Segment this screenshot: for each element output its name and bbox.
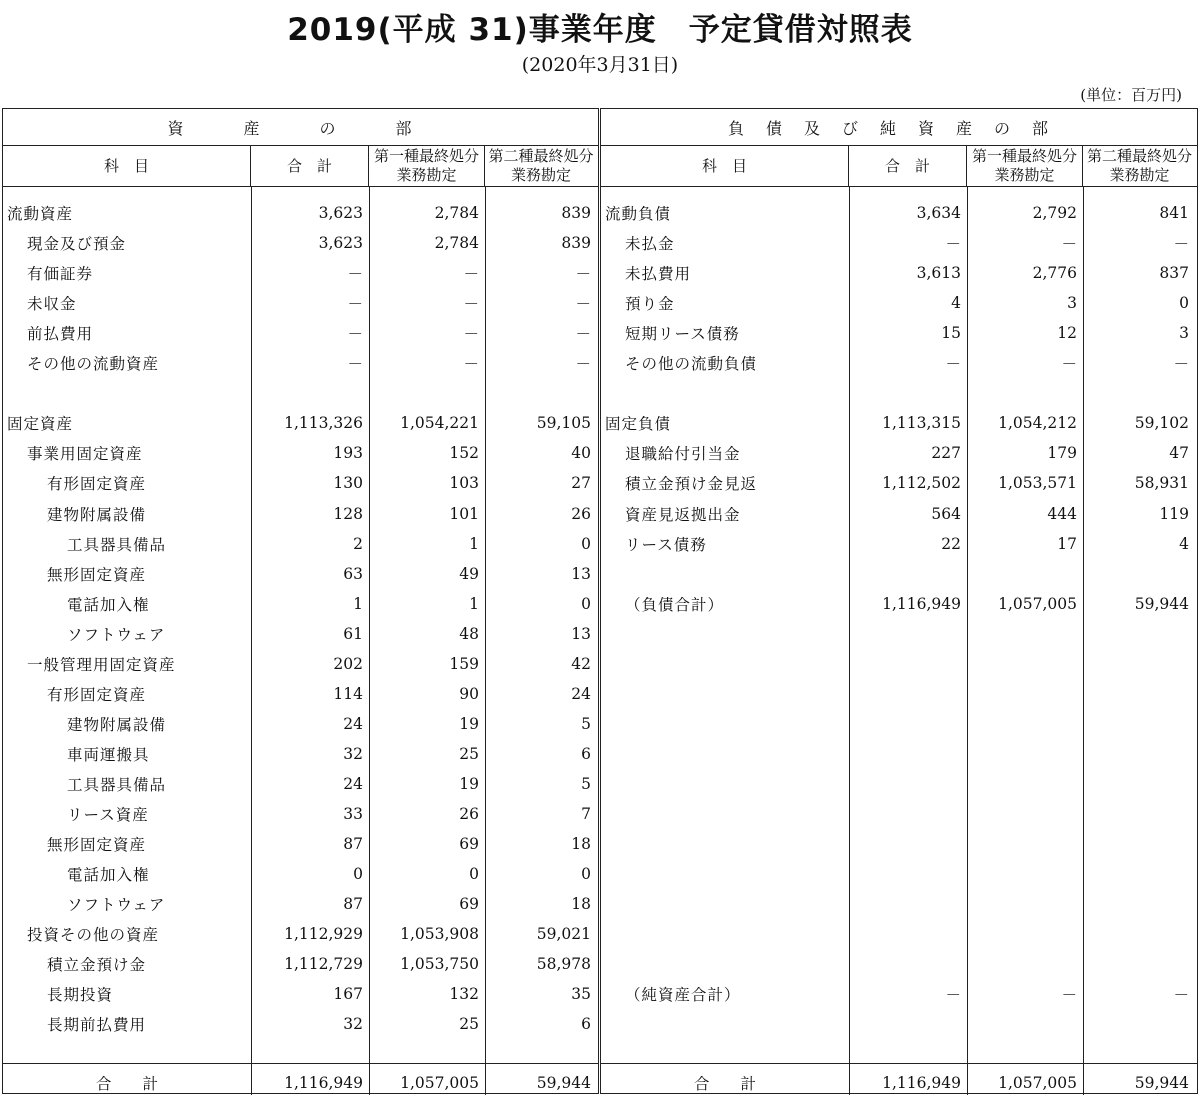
value-total: 1,113,326 bbox=[284, 414, 363, 433]
table-row bbox=[3, 408, 598, 438]
value-total: 1,112,929 bbox=[284, 925, 363, 944]
table-row bbox=[601, 649, 1197, 679]
assets-body bbox=[3, 187, 598, 1095]
table-row bbox=[601, 468, 1197, 498]
page-title: 2019(平成 31)事業年度 予定貸借対照表 bbox=[287, 12, 913, 48]
value-type1: 12 bbox=[1057, 324, 1077, 343]
header-type2: 第二種最終処分業務勘定 bbox=[1086, 147, 1192, 184]
table-row bbox=[601, 889, 1197, 919]
value-total: 61 bbox=[343, 624, 363, 643]
value-type2: 837 bbox=[1159, 264, 1189, 283]
row-label: 固定資産 bbox=[7, 415, 74, 434]
value-type1: 444 bbox=[1047, 504, 1077, 523]
table-row bbox=[601, 799, 1197, 829]
table-row bbox=[601, 348, 1197, 378]
table-row bbox=[601, 438, 1197, 468]
value-type2: 0 bbox=[1179, 294, 1189, 313]
table-row bbox=[3, 288, 598, 318]
value-type1: 1,053,908 bbox=[400, 925, 479, 944]
assets-section-label: 資 産 の 部 bbox=[3, 109, 598, 146]
header-item: 科 目 bbox=[601, 146, 849, 186]
table-row bbox=[601, 859, 1197, 889]
value-total: 130 bbox=[333, 474, 363, 493]
value-total: 128 bbox=[333, 504, 363, 523]
value-total: 3,613 bbox=[916, 264, 961, 283]
table-row bbox=[3, 979, 598, 1009]
value-type1: 69 bbox=[459, 895, 479, 914]
header-item: 科 目 bbox=[3, 146, 251, 186]
row-label: 建物附属設備 bbox=[47, 505, 147, 524]
total-type1: 1,057,005 bbox=[998, 1074, 1077, 1092]
value-total: 0 bbox=[353, 865, 363, 884]
table-row bbox=[601, 979, 1197, 1009]
value-type2: 59,105 bbox=[536, 414, 591, 433]
table-row bbox=[601, 919, 1197, 949]
value-total: 227 bbox=[931, 444, 961, 463]
table-row bbox=[601, 228, 1197, 258]
value-type2: 13 bbox=[571, 624, 591, 643]
header-type1: 第一種最終処分業務勘定 bbox=[369, 146, 485, 186]
row-label: 一般管理用固定資産 bbox=[27, 655, 176, 674]
table-row bbox=[3, 318, 598, 348]
value-total: 32 bbox=[343, 1015, 363, 1034]
row-label: 固定負債 bbox=[605, 415, 672, 434]
row-label: 短期リース債務 bbox=[625, 325, 740, 344]
row-label: 車両運搬具 bbox=[67, 745, 150, 764]
value-type1: 1 bbox=[469, 594, 479, 613]
value-type2: 18 bbox=[571, 835, 591, 854]
value-total: 1,112,729 bbox=[284, 955, 363, 974]
value-type1: 1,053,571 bbox=[998, 474, 1077, 493]
value-total: － bbox=[945, 986, 961, 1005]
row-label: 電話加入権 bbox=[67, 866, 150, 885]
row-label: 有形固定資産 bbox=[47, 685, 147, 704]
row-label: 流動負債 bbox=[605, 205, 672, 223]
value-total: 2 bbox=[353, 534, 363, 553]
table-row bbox=[3, 198, 598, 228]
value-total: 15 bbox=[941, 324, 961, 343]
value-type1: 103 bbox=[449, 474, 479, 493]
value-type2: 59,021 bbox=[536, 925, 591, 944]
value-total: － bbox=[347, 265, 363, 284]
value-type1: 179 bbox=[1047, 444, 1077, 463]
value-total: 63 bbox=[343, 564, 363, 583]
table-row bbox=[3, 799, 598, 829]
row-label: （純資産合計） bbox=[625, 986, 741, 1005]
value-type1: 2,776 bbox=[1032, 264, 1077, 283]
row-label: 無形固定資産 bbox=[47, 565, 147, 584]
table-row bbox=[3, 739, 598, 769]
value-type1: － bbox=[463, 325, 479, 344]
value-type2: － bbox=[575, 325, 591, 344]
value-type1: 90 bbox=[459, 684, 479, 703]
value-total: 22 bbox=[941, 534, 961, 553]
value-type2: 58,931 bbox=[1134, 474, 1189, 493]
value-type2: 5 bbox=[581, 714, 591, 733]
value-type1: 3 bbox=[1067, 294, 1077, 313]
value-total: 193 bbox=[333, 444, 363, 463]
value-type2: 4 bbox=[1179, 534, 1189, 553]
value-type1: － bbox=[463, 355, 479, 374]
value-type1: 132 bbox=[449, 985, 479, 1004]
table-row bbox=[3, 468, 598, 498]
value-type2: 0 bbox=[581, 865, 591, 884]
value-type2: 18 bbox=[571, 895, 591, 914]
value-type1: 49 bbox=[459, 564, 479, 583]
value-total: － bbox=[347, 355, 363, 374]
row-label: 建物附属設備 bbox=[67, 715, 167, 734]
liabilities-section-label: 負債及び純資産の部 bbox=[601, 109, 1197, 146]
table-row bbox=[601, 619, 1197, 649]
value-type1: － bbox=[1061, 986, 1077, 1005]
row-label: 有価証券 bbox=[27, 265, 94, 284]
table-row bbox=[3, 499, 598, 529]
value-type2: 59,102 bbox=[1134, 414, 1189, 433]
value-type2: 5 bbox=[581, 774, 591, 793]
value-total: 1 bbox=[353, 594, 363, 613]
value-type1: 0 bbox=[469, 865, 479, 884]
table-row bbox=[3, 228, 598, 258]
value-total: 114 bbox=[333, 684, 363, 703]
row-label: 流動資産 bbox=[7, 205, 74, 223]
table-row bbox=[3, 438, 598, 468]
value-type2: 6 bbox=[581, 1015, 591, 1034]
row-label: 無形固定資産 bbox=[47, 836, 147, 855]
value-type2: 839 bbox=[561, 234, 591, 253]
value-type2: 42 bbox=[571, 654, 591, 673]
row-label: 未収金 bbox=[27, 295, 77, 314]
table-row bbox=[3, 619, 598, 649]
row-label: 工具器具備品 bbox=[67, 775, 167, 794]
value-total: 3,634 bbox=[916, 204, 961, 222]
value-type2: 13 bbox=[571, 564, 591, 583]
table-row bbox=[601, 589, 1197, 619]
value-total: 1,112,502 bbox=[882, 474, 961, 493]
value-type2: 47 bbox=[1169, 444, 1189, 463]
row-label: 事業用固定資産 bbox=[27, 445, 143, 464]
table-row bbox=[601, 769, 1197, 799]
value-type2: 35 bbox=[571, 985, 591, 1004]
table-row bbox=[601, 258, 1197, 288]
value-type1: 25 bbox=[459, 1015, 479, 1034]
assets-table bbox=[2, 108, 599, 1094]
value-type1: 1,053,750 bbox=[400, 955, 479, 974]
row-label: （負債合計） bbox=[625, 595, 725, 614]
table-row bbox=[3, 889, 598, 919]
row-label: 積立金預け金 bbox=[47, 956, 147, 975]
row-label: 未払費用 bbox=[625, 265, 692, 284]
table-row bbox=[601, 709, 1197, 739]
value-type1: 26 bbox=[459, 805, 479, 823]
table-row bbox=[3, 679, 598, 709]
table-row bbox=[3, 348, 598, 378]
value-total: 1,116,949 bbox=[882, 594, 961, 613]
row-label: 未払金 bbox=[625, 235, 675, 254]
liabilities-body bbox=[601, 187, 1197, 1095]
value-total: 32 bbox=[343, 744, 363, 763]
value-type2: － bbox=[1173, 235, 1189, 254]
table-row bbox=[601, 949, 1197, 979]
header-type2: 第二種最終処分業務勘定 bbox=[488, 147, 594, 184]
row-label: リース資産 bbox=[67, 806, 149, 824]
table-row bbox=[3, 559, 598, 589]
table-row bbox=[3, 709, 598, 739]
value-total: － bbox=[347, 295, 363, 314]
row-label: 工具器具備品 bbox=[67, 535, 167, 554]
table-row bbox=[601, 318, 1197, 348]
total-label: 合 計 bbox=[95, 1075, 158, 1093]
value-total: － bbox=[347, 325, 363, 344]
value-type2: 839 bbox=[561, 204, 591, 222]
table-row bbox=[601, 529, 1197, 559]
value-total: 24 bbox=[343, 774, 363, 793]
table-row bbox=[601, 829, 1197, 859]
table-row bbox=[601, 499, 1197, 529]
value-type2: 119 bbox=[1159, 504, 1189, 523]
table-row bbox=[3, 949, 598, 979]
value-type1: 1,057,005 bbox=[998, 594, 1077, 613]
value-total: 202 bbox=[333, 654, 363, 673]
value-type1: 152 bbox=[449, 444, 479, 463]
table-row bbox=[3, 859, 598, 889]
table-row bbox=[3, 529, 598, 559]
value-type2: 0 bbox=[581, 594, 591, 613]
value-total: 3,623 bbox=[318, 204, 363, 222]
value-total: 167 bbox=[333, 985, 363, 1004]
value-type1: 48 bbox=[459, 624, 479, 643]
value-type2: 7 bbox=[581, 805, 591, 823]
value-type1: 159 bbox=[449, 654, 479, 673]
total-row bbox=[3, 1068, 598, 1098]
value-type1: 101 bbox=[449, 504, 479, 523]
table-row bbox=[3, 919, 598, 949]
row-label: 退職給付引当金 bbox=[625, 445, 741, 464]
value-type2: 26 bbox=[571, 504, 591, 523]
row-label: リース債務 bbox=[625, 535, 707, 554]
liabilities-table bbox=[600, 108, 1198, 1094]
value-type1: 1,054,221 bbox=[400, 414, 479, 433]
row-label: その他の流動資産 bbox=[27, 355, 160, 374]
row-label: 預り金 bbox=[625, 295, 675, 314]
value-total: 87 bbox=[343, 895, 363, 914]
table-row bbox=[3, 829, 598, 859]
row-label: 前払費用 bbox=[27, 325, 94, 344]
header-total: 合 計 bbox=[849, 146, 967, 186]
table-row bbox=[3, 649, 598, 679]
table-row bbox=[601, 559, 1197, 589]
value-type2: － bbox=[1173, 355, 1189, 374]
value-type1: 1 bbox=[469, 534, 479, 553]
table-row bbox=[601, 378, 1197, 408]
value-type1: － bbox=[463, 295, 479, 314]
row-label: ソフトウェア bbox=[67, 896, 166, 915]
header-total: 合 計 bbox=[251, 146, 369, 186]
value-total: 33 bbox=[343, 805, 363, 823]
value-type1: 2,792 bbox=[1032, 204, 1077, 222]
table-row bbox=[601, 408, 1197, 438]
value-type1: － bbox=[1061, 355, 1077, 374]
row-label: 積立金預け金見返 bbox=[625, 475, 758, 494]
table-row bbox=[3, 378, 598, 408]
row-label: 長期投資 bbox=[47, 986, 114, 1005]
value-type2: － bbox=[1173, 986, 1189, 1005]
header-type1: 第一種最終処分業務勘定 bbox=[967, 146, 1083, 186]
value-type1: 17 bbox=[1057, 534, 1077, 553]
value-total: － bbox=[945, 235, 961, 254]
value-type1: 1,054,212 bbox=[998, 414, 1077, 433]
value-type2: 27 bbox=[571, 474, 591, 493]
value-type1: 2,784 bbox=[434, 234, 479, 253]
value-type1: 2,784 bbox=[434, 204, 479, 222]
value-total: 3,623 bbox=[318, 234, 363, 253]
value-type2: 6 bbox=[581, 744, 591, 763]
value-type2: 24 bbox=[571, 684, 591, 703]
total-sum: 1,116,949 bbox=[882, 1074, 961, 1092]
row-label: 投資その他の資産 bbox=[27, 926, 160, 945]
total-type2: 59,944 bbox=[1134, 1074, 1189, 1092]
unit-label: (単位：百万円) bbox=[1080, 86, 1182, 104]
row-label: 現金及び預金 bbox=[27, 235, 127, 254]
value-type2: － bbox=[575, 265, 591, 284]
table-row bbox=[3, 769, 598, 799]
value-type1: 19 bbox=[459, 774, 479, 793]
value-type2: 59,944 bbox=[1134, 594, 1189, 613]
value-type2: 3 bbox=[1179, 324, 1189, 343]
table-row bbox=[601, 198, 1197, 228]
total-sum: 1,116,949 bbox=[284, 1074, 363, 1092]
row-label: その他の流動負債 bbox=[625, 355, 758, 374]
row-label: 有形固定資産 bbox=[47, 475, 147, 494]
table-row bbox=[3, 258, 598, 288]
table-row bbox=[601, 679, 1197, 709]
value-type1: 19 bbox=[459, 714, 479, 733]
total-type1: 1,057,005 bbox=[400, 1074, 479, 1092]
table-row bbox=[601, 288, 1197, 318]
value-type2: 58,978 bbox=[536, 955, 591, 974]
value-type2: － bbox=[575, 355, 591, 374]
total-row bbox=[601, 1068, 1197, 1098]
value-total: 1,113,315 bbox=[882, 414, 961, 433]
value-type2: － bbox=[575, 295, 591, 314]
value-type2: 0 bbox=[581, 534, 591, 553]
value-total: 24 bbox=[343, 714, 363, 733]
value-total: 564 bbox=[931, 504, 961, 523]
liabilities-header-row bbox=[601, 146, 1197, 187]
row-label: ソフトウェア bbox=[67, 625, 166, 644]
value-total: 87 bbox=[343, 835, 363, 854]
value-total: 4 bbox=[951, 294, 961, 313]
table-row bbox=[3, 589, 598, 619]
row-label: 長期前払費用 bbox=[47, 1016, 147, 1035]
value-type1: － bbox=[1061, 235, 1077, 254]
table-row bbox=[601, 739, 1197, 769]
value-type1: － bbox=[463, 265, 479, 284]
total-type2: 59,944 bbox=[536, 1074, 591, 1092]
value-type2: 841 bbox=[1159, 204, 1189, 222]
page-date: (2020年3月31日) bbox=[521, 54, 679, 76]
row-label: 電話加入権 bbox=[67, 595, 150, 614]
value-type1: 25 bbox=[459, 744, 479, 763]
assets-header-row bbox=[3, 146, 598, 187]
total-label: 合 計 bbox=[693, 1075, 756, 1093]
value-type2: 40 bbox=[571, 444, 591, 463]
value-type1: 69 bbox=[459, 835, 479, 854]
value-total: － bbox=[945, 355, 961, 374]
table-row bbox=[3, 1009, 598, 1039]
row-label: 資産見返拠出金 bbox=[625, 505, 741, 524]
